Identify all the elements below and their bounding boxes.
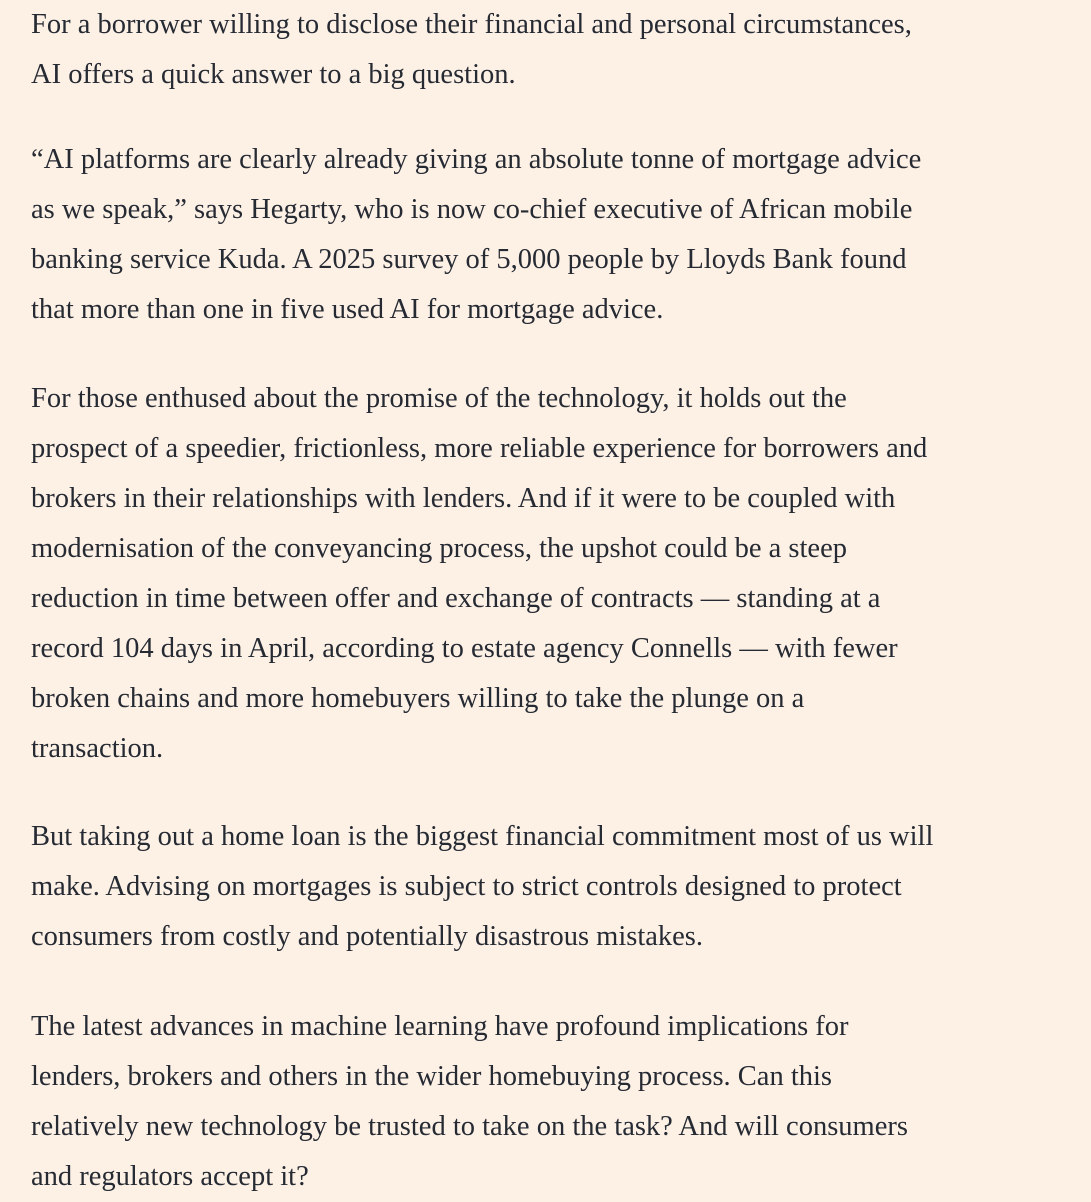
paragraph-1 [31, 0, 912, 100]
paragraph-line: and regulators accept it? [31, 1161, 309, 1192]
paragraph-5 [31, 1002, 908, 1202]
paragraph-line: lenders, brokers and others in the wider homebuying process. Can this [31, 1061, 832, 1092]
paragraph-line: For those enthused about the promise of the technology, it holds out the [31, 383, 847, 414]
paragraph-line: For a borrower willing to disclose their financial and personal circumstances, [31, 9, 912, 40]
paragraph-line: make. Advising on mortgages is subject to strict controls designed to protect [31, 871, 902, 902]
paragraph-line: transaction. [31, 733, 164, 764]
paragraph-line: reduction in time between offer and exchange of contracts — standing at a [31, 583, 881, 614]
paragraph-line: modernisation of the conveyancing process, the upshot could be a steep [31, 533, 847, 564]
paragraph-line: The latest advances in machine learning have profound implications for [31, 1011, 849, 1042]
paragraph-line: AI offers a quick answer to a big question. [31, 59, 516, 90]
paragraph-line: prospect of a speedier, frictionless, more reliable experience for borrowers and [31, 433, 928, 464]
paragraph-4 [31, 812, 933, 962]
paragraph-2 [31, 135, 921, 335]
paragraph-line: that more than one in five used AI for mortgage advice. [31, 294, 664, 325]
paragraph-line: as we speak,” says Hegarty, who is now co-chief executive of African mobile [31, 194, 913, 225]
paragraph-3 [31, 374, 927, 774]
paragraph-line: relatively new technology be trusted to take on the task? And will consumers [31, 1111, 908, 1142]
paragraph-line: record 104 days in April, according to estate agency Connells — with fewer [31, 633, 898, 664]
paragraph-line: brokers in their relationships with lenders. And if it were to be coupled with [31, 483, 896, 514]
paragraph-line: banking service Kuda. A 2025 survey of 5,000 people by Lloyds Bank found [31, 244, 907, 275]
paragraph-line: “AI platforms are clearly already giving an absolute tonne of mortgage advice [31, 144, 922, 175]
paragraph-line: consumers from costly and potentially disastrous mistakes. [31, 921, 704, 952]
paragraph-line: But taking out a home loan is the biggest financial commitment most of us will [31, 821, 934, 852]
paragraph-line: broken chains and more homebuyers willing to take the plunge on a [31, 683, 805, 714]
